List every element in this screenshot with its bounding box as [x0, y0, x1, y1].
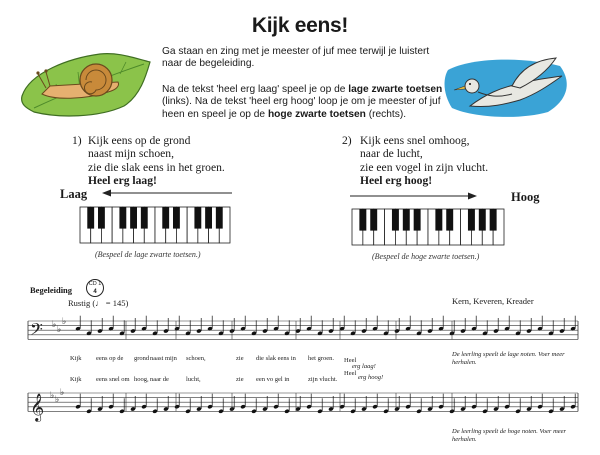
- verse-1-number: 1): [72, 134, 82, 147]
- black-key[interactable]: [414, 209, 421, 231]
- lyric-syllable: zie: [236, 355, 244, 362]
- student-note-high: De leerling speelt de hoge noten. Voer meer herhalen.: [452, 428, 567, 443]
- black-key[interactable]: [141, 207, 148, 229]
- lyric-syllable: Kijk: [70, 355, 82, 362]
- flat-icon: ♭: [52, 320, 57, 330]
- verse-1-line: naast mijn schoen,: [88, 147, 174, 161]
- low-keyboard[interactable]: [80, 207, 230, 243]
- intro-text: (rechts).: [365, 108, 407, 120]
- verse-1-line: Kijk eens op de grond: [88, 134, 191, 147]
- verse-2-line: zie een vogel in zijn vlucht.: [360, 160, 489, 174]
- black-key[interactable]: [392, 209, 399, 231]
- lyric-syllable: een vo gel in: [256, 376, 290, 383]
- flat-icon: ♭: [50, 391, 55, 401]
- verse-2-last-line: Heel erg hoog!: [360, 174, 433, 188]
- black-key[interactable]: [205, 207, 212, 229]
- verse-1-last-line: Heel erg laag!: [88, 174, 157, 188]
- intro-text: Na de tekst 'heel erg laag' speel je op de: [162, 84, 349, 95]
- lyric-syllable: het groen.: [308, 355, 334, 362]
- lyric-syllable: naar de: [150, 376, 169, 383]
- black-key[interactable]: [194, 207, 201, 229]
- low-keyboard-caption: (Bespeel de lage zwarte toetsen.): [95, 250, 201, 259]
- lyric-syllable: hoog,: [134, 376, 149, 383]
- black-key[interactable]: [446, 209, 453, 231]
- flat-icon: ♭: [60, 388, 65, 398]
- tempo-marking: Rustig (♩ = 145): [68, 298, 129, 308]
- intro-emphasis-high: hoge zwarte toetsen: [267, 108, 366, 120]
- lyric-syllable: lucht,: [186, 376, 201, 383]
- black-key[interactable]: [216, 207, 223, 229]
- verse-1-line: zie die slak eens in het groen.: [88, 160, 225, 174]
- lyric-syllable: zijn vlucht.: [308, 376, 338, 383]
- black-key[interactable]: [119, 207, 126, 229]
- lyric-syllable: eens op de: [96, 355, 124, 362]
- black-key[interactable]: [359, 209, 366, 231]
- flat-icon: ♭: [55, 395, 60, 405]
- composer-credit: Kern, Keveren, Kreader: [452, 296, 534, 306]
- right-arrow-icon: [350, 193, 477, 200]
- flat-icon: ♭: [57, 325, 62, 335]
- intro-text: (links). Na de tekst 'heel erg hoog' loop je om je meester of juf heen en speel je op de: [162, 96, 441, 120]
- high-keyboard-caption: (Bespeel de hoge zwarte toetsen.): [372, 252, 480, 261]
- black-key[interactable]: [173, 207, 180, 229]
- intro-emphasis-low: lage zwarte toetsen: [348, 84, 443, 95]
- cd-badge-icon: [86, 279, 104, 297]
- left-arrow-icon: [102, 190, 232, 197]
- intro-paragraph-1: Ga staan en zing met je meester of juf mee terwijl je luistert naar de begeleiding.: [162, 46, 430, 70]
- bass-clef-icon: 𝄢: [30, 319, 43, 343]
- lyric-syllable: erg hoog!: [358, 374, 384, 381]
- black-key[interactable]: [435, 209, 442, 231]
- accompaniment-label: Begeleiding: [30, 285, 73, 295]
- student-note-low: De leerling speelt de lage noten. Voer meer herhalen.: [452, 351, 565, 366]
- lyric-syllable: Heel: [344, 357, 357, 364]
- black-key[interactable]: [98, 207, 105, 229]
- black-key[interactable]: [479, 209, 486, 231]
- black-key[interactable]: [87, 207, 94, 229]
- lyric-syllable: erg laag!: [352, 363, 376, 370]
- flat-icon: ♭: [62, 317, 67, 327]
- black-key[interactable]: [403, 209, 410, 231]
- verse-2-line: naar de lucht,: [360, 147, 423, 161]
- black-key[interactable]: [370, 209, 377, 231]
- lyric-syllable: Heel: [344, 370, 357, 377]
- lyric-syllable: naast mijn: [150, 355, 177, 362]
- verse-2-number: 2): [342, 134, 352, 147]
- lyric-syllable: zie: [236, 376, 244, 383]
- black-key[interactable]: [490, 209, 497, 231]
- verse-2-line: Kijk eens snel omhoog,: [360, 134, 470, 147]
- lyric-syllable: die slak eens in: [256, 355, 296, 362]
- lyric-syllable: schoen,: [186, 355, 206, 362]
- high-label: Hoog: [511, 190, 540, 204]
- low-label: Laag: [60, 187, 88, 201]
- page-title: Kijk eens!: [251, 14, 349, 37]
- high-keyboard[interactable]: [352, 209, 504, 245]
- treble-clef-icon: 𝄞: [30, 393, 45, 421]
- lyric-syllable: eens snel om: [96, 376, 130, 383]
- score: [28, 316, 578, 422]
- cd-badge-text: CD 1: [88, 281, 102, 287]
- lyric-syllable: grond: [134, 355, 150, 362]
- black-key[interactable]: [130, 207, 137, 229]
- cd-track-number: 4: [93, 289, 97, 295]
- black-key[interactable]: [162, 207, 169, 229]
- lyric-syllable: Kijk: [70, 376, 82, 383]
- black-key[interactable]: [468, 209, 475, 231]
